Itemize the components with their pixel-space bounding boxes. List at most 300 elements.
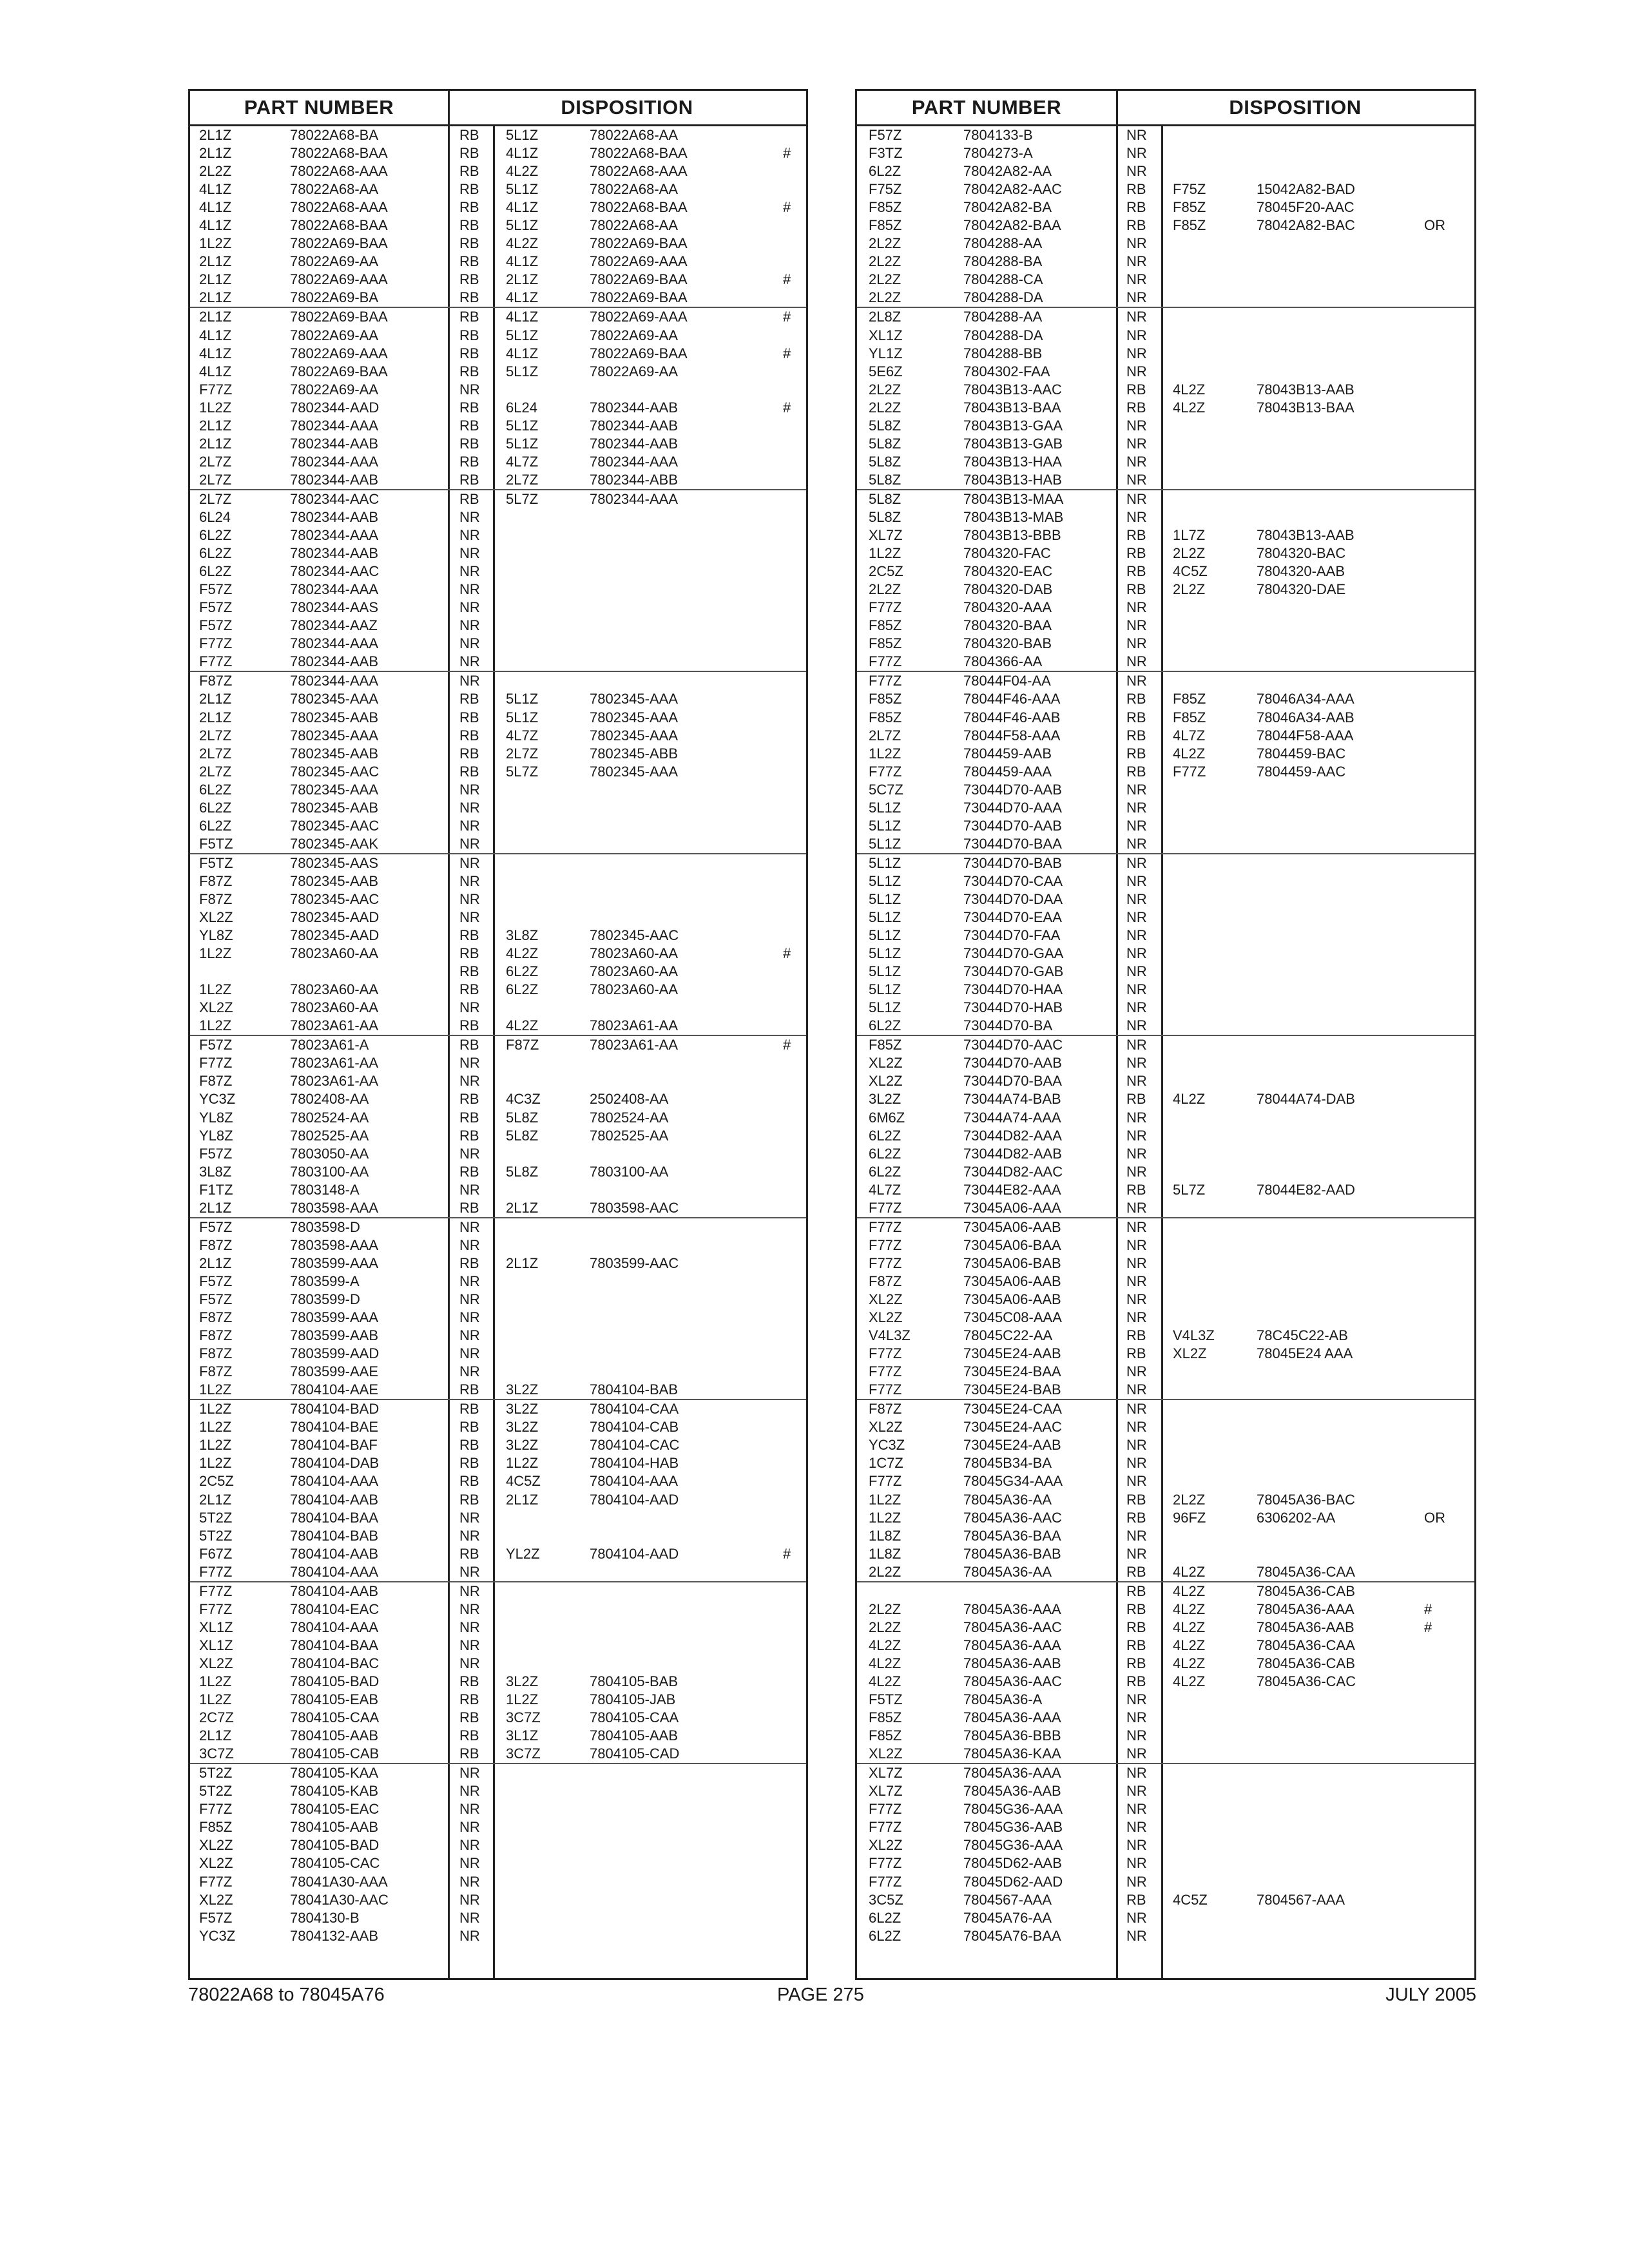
table-row — [190, 1836, 806, 1854]
model-code: 1L2Z — [199, 399, 232, 416]
model-code: F77Z — [869, 1254, 902, 1271]
model-code: 1C7Z — [869, 1455, 903, 1472]
replacement-part: 78042A82-BAC — [1257, 217, 1355, 234]
table-row — [857, 709, 1474, 727]
disposition-code: NR — [459, 1509, 480, 1526]
replacement-model: 5L1Z — [506, 709, 539, 726]
part-number: 7804288-BB — [963, 345, 1043, 361]
footer-date: JULY 2005 — [1385, 1984, 1476, 2005]
part-number: 78043B13-BAA — [963, 399, 1061, 416]
disposition-code: NR — [459, 599, 480, 616]
table-header — [857, 91, 1474, 126]
replacement-model: 5L1Z — [506, 217, 539, 234]
table-row — [857, 363, 1474, 381]
disposition-code: NR — [1126, 1381, 1147, 1398]
part-number: 78045A36-KAA — [963, 1745, 1061, 1762]
model-code: F3TZ — [869, 145, 903, 162]
table-row — [857, 1509, 1474, 1527]
model-code: 5L1Z — [869, 999, 901, 1016]
model-code: 2C5Z — [869, 563, 903, 580]
table-row — [857, 235, 1474, 253]
table-row — [190, 1709, 806, 1727]
disposition-code: NR — [459, 1873, 480, 1890]
replacement-part: 78023A60-AA — [590, 981, 678, 998]
model-code: F77Z — [199, 1600, 233, 1617]
replacement-model: 5L1Z — [506, 435, 539, 452]
model-code: 2L1Z — [199, 271, 232, 288]
table-row — [190, 1109, 806, 1127]
disposition-code: NR — [459, 781, 480, 798]
part-number: 7804105-KAA — [290, 1765, 378, 1782]
part-number: 7803599-AAE — [290, 1363, 378, 1380]
table-row — [190, 308, 806, 326]
replacement-part: 78022A68-AA — [590, 127, 678, 143]
disposition-code: RB — [459, 309, 479, 325]
disposition-code: RB — [1126, 563, 1146, 580]
table-row — [190, 1381, 806, 1399]
model-code: 5L8Z — [869, 417, 901, 434]
replacement-part: 78022A69-AA — [590, 327, 678, 343]
model-code: F85Z — [869, 1709, 902, 1726]
replacement-model: 6L2Z — [506, 963, 539, 980]
model-code: F77Z — [869, 1199, 902, 1216]
part-number: 78045G34-AAA — [963, 1473, 1063, 1490]
table-row — [190, 1527, 806, 1545]
disposition-code: NR — [1126, 235, 1147, 252]
model-code: 2L2Z — [869, 253, 901, 270]
table-row — [190, 1619, 806, 1637]
disposition-code: NR — [459, 1619, 480, 1635]
disposition-code: RB — [459, 271, 479, 288]
row-group — [857, 490, 1474, 672]
replacement-model: 5L1Z — [506, 181, 539, 198]
part-number: 73044D70-AAC — [963, 1037, 1063, 1053]
table-row — [190, 144, 806, 162]
part-number: 7802344-AAA — [290, 635, 378, 652]
part-number: 7804105-EAB — [290, 1691, 378, 1708]
replacement-model: 4L2Z — [1173, 1619, 1206, 1635]
model-code: 6L2Z — [869, 1163, 901, 1180]
part-number: 7803599-AAA — [290, 1309, 378, 1326]
disposition-code: NR — [459, 1600, 480, 1617]
replacement-model: F87Z — [506, 1037, 539, 1053]
disposition-code: NR — [1126, 508, 1147, 525]
replacement-part: 78022A69-BAA — [590, 271, 688, 288]
replacement-model: 3L1Z — [506, 1727, 539, 1744]
table-row — [857, 1327, 1474, 1345]
part-number: 78043B13-AAC — [963, 381, 1062, 398]
replacement-part: 7802344-AAB — [590, 399, 678, 416]
model-code: 5L1Z — [869, 945, 901, 962]
model-code: 2L1Z — [199, 1199, 232, 1216]
model-code: 2L2Z — [199, 163, 232, 180]
disposition-code: NR — [1126, 1236, 1147, 1253]
replacement-part: 7804104-CAA — [590, 1401, 679, 1418]
part-number: 73045A06-BAB — [963, 1254, 1061, 1271]
part-number: 73044D70-GAA — [963, 945, 1064, 962]
replacement-model: 4L1Z — [506, 289, 539, 306]
table-row — [857, 1655, 1474, 1673]
replacement-model: XL2Z — [1173, 1345, 1207, 1362]
disposition-code: NR — [459, 1218, 480, 1235]
table-row — [190, 999, 806, 1017]
table-row — [857, 1218, 1474, 1236]
disposition-code: NR — [1126, 999, 1147, 1016]
part-number: 73045A06-AAB — [963, 1218, 1061, 1235]
disposition-code: NR — [1126, 127, 1147, 143]
disposition-code: RB — [1126, 1563, 1146, 1580]
part-number: 7804104-BAF — [290, 1437, 378, 1454]
part-number: 78022A69-AAA — [290, 271, 388, 288]
table-row — [857, 581, 1474, 599]
disposition-code: RB — [459, 217, 479, 234]
disposition-code: RB — [1126, 1582, 1146, 1599]
model-code: YL8Z — [199, 1127, 233, 1144]
table-row — [190, 709, 806, 727]
model-code: 4L1Z — [199, 199, 232, 216]
table-row — [857, 745, 1474, 763]
table-row — [190, 1436, 806, 1454]
part-number: 7802344-AAC — [290, 563, 380, 580]
disposition-code: RB — [1126, 1345, 1146, 1362]
disposition-code: NR — [1126, 1765, 1147, 1782]
replacement-part: 78043B13-AAB — [1257, 527, 1354, 544]
model-code: 6L2Z — [869, 163, 901, 180]
part-number: 73044D70-AAB — [963, 1055, 1062, 1072]
model-code: XL7Z — [869, 1765, 903, 1782]
part-number: 78041A30-AAC — [290, 1891, 389, 1908]
table-row — [857, 490, 1474, 508]
part-number: 7804459-AAA — [963, 763, 1052, 780]
disposition-code: NR — [1126, 417, 1147, 434]
disposition-code: RB — [459, 1745, 479, 1762]
model-code: 2L2Z — [869, 1600, 901, 1617]
part-number: 7802345-AAC — [290, 890, 380, 907]
part-number: 7802345-AAA — [290, 691, 378, 707]
table-row — [857, 381, 1474, 399]
table-row — [857, 1254, 1474, 1273]
table-body — [190, 126, 806, 1945]
part-number: 7802345-AAA — [290, 781, 378, 798]
disposition-code: RB — [1126, 691, 1146, 707]
model-code: 1L2Z — [869, 1491, 901, 1508]
replacement-model: F85Z — [1173, 199, 1206, 216]
model-code: 5T2Z — [199, 1765, 233, 1782]
table-row — [190, 599, 806, 617]
replacement-part: 7802345-AAA — [590, 763, 678, 780]
table-row — [857, 599, 1474, 617]
disposition-code: RB — [1126, 709, 1146, 726]
row-group — [857, 1036, 1474, 1218]
model-code: 2L7Z — [199, 471, 232, 488]
note-mark: # — [783, 1545, 791, 1562]
table-row — [190, 1691, 806, 1709]
table-header — [190, 91, 806, 126]
replacement-part: 78045E24 AAA — [1257, 1345, 1353, 1362]
part-number-header: PART NUMBER — [911, 96, 1062, 119]
table-row — [190, 1727, 806, 1745]
table-row — [857, 289, 1474, 307]
model-code: F85Z — [869, 217, 902, 234]
disposition-code: NR — [1126, 673, 1147, 689]
table-row — [857, 1909, 1474, 1927]
disposition-code: NR — [1126, 1473, 1147, 1490]
row-group — [857, 854, 1474, 1036]
part-number: 7804288-CA — [963, 271, 1043, 288]
table-row — [190, 727, 806, 745]
part-number: 7804104-EAC — [290, 1600, 380, 1617]
disposition-code: RB — [459, 1437, 479, 1454]
disposition-code: NR — [1126, 1727, 1147, 1744]
part-number: 7804104-AAE — [290, 1381, 378, 1398]
model-code: 2L1Z — [199, 709, 232, 726]
row-group — [190, 1582, 806, 1764]
disposition-code: NR — [1126, 872, 1147, 889]
row-group — [857, 1218, 1474, 1400]
replacement-model: 3L8Z — [506, 927, 539, 944]
model-code: YL8Z — [199, 1109, 233, 1126]
model-code: 3L2Z — [869, 1091, 901, 1108]
model-code: 1L2Z — [199, 1381, 232, 1398]
table-row — [190, 1418, 806, 1436]
model-code: 5L8Z — [869, 453, 901, 470]
disposition-code: RB — [459, 1381, 479, 1398]
part-number: 78022A69-BAA — [290, 309, 388, 325]
part-number: 73044D70-EAA — [963, 909, 1062, 926]
model-code: XL7Z — [869, 1783, 903, 1800]
disposition-code: NR — [459, 1891, 480, 1908]
table-row — [857, 1873, 1474, 1891]
disposition-code: NR — [1126, 635, 1147, 652]
disposition-code: NR — [459, 508, 480, 525]
replacement-part: 78022A69-AA — [590, 363, 678, 380]
part-number: 73045E24-CAA — [963, 1401, 1062, 1418]
replacement-part: 78045A36-CAB — [1257, 1582, 1355, 1599]
disposition-code: RB — [459, 1017, 479, 1034]
disposition-code: RB — [459, 345, 479, 361]
part-number: 7803598-D — [290, 1218, 360, 1235]
model-code: 1L2Z — [199, 1673, 232, 1689]
model-code: F77Z — [199, 1055, 233, 1072]
disposition-code: NR — [1126, 963, 1147, 980]
table-row — [857, 1800, 1474, 1818]
table-row — [857, 1854, 1474, 1872]
model-code: F57Z — [199, 1218, 233, 1235]
part-number: 78022A69-BA — [290, 289, 378, 306]
table-row — [857, 781, 1474, 799]
part-number: 73044D70-AAB — [963, 781, 1062, 798]
disposition-code: RB — [459, 763, 479, 780]
disposition-code: RB — [1126, 1891, 1146, 1908]
replacement-part: 7804104-HAB — [590, 1455, 679, 1472]
row-group — [857, 672, 1474, 854]
table-row — [190, 817, 806, 835]
disposition-code: RB — [1126, 1181, 1146, 1198]
model-code: 5T2Z — [199, 1783, 233, 1800]
part-number: 7804567-AAA — [963, 1891, 1052, 1908]
table-row — [190, 508, 806, 526]
replacement-part: 7804320-AAB — [1257, 563, 1345, 580]
table-row — [190, 526, 806, 544]
disposition-code: RB — [1126, 1673, 1146, 1689]
disposition-code: NR — [1126, 1801, 1147, 1818]
part-number: 7802408-AA — [290, 1091, 369, 1108]
model-code: F87Z — [199, 890, 233, 907]
replacement-model: 5L8Z — [506, 1163, 539, 1180]
replacement-part: 7802345-ABB — [590, 745, 678, 762]
model-code: 2L1Z — [199, 691, 232, 707]
disposition-code: RB — [1126, 1509, 1146, 1526]
table-row — [190, 908, 806, 927]
disposition-code: RB — [1126, 745, 1146, 762]
replacement-model: 4C5Z — [1173, 1891, 1208, 1908]
disposition-code: RB — [459, 1545, 479, 1562]
disposition-code: RB — [459, 327, 479, 343]
replacement-model: 4L2Z — [1173, 1673, 1206, 1689]
table-row — [190, 1818, 806, 1836]
disposition-code: RB — [459, 181, 479, 198]
model-code: 2L2Z — [869, 271, 901, 288]
model-code: 4L1Z — [199, 327, 232, 343]
model-code: F85Z — [869, 199, 902, 216]
disposition-code: NR — [459, 1181, 480, 1198]
model-code: 5L1Z — [869, 909, 901, 926]
model-code: 2L1Z — [199, 127, 232, 143]
part-number: 78043B13-HAA — [963, 453, 1062, 470]
table-row — [857, 763, 1474, 781]
table-row — [857, 417, 1474, 435]
part-number: 78022A69-BAA — [290, 235, 388, 252]
table-row — [857, 562, 1474, 581]
replacement-model: 1L2Z — [506, 1455, 539, 1472]
model-code: 2L7Z — [199, 727, 232, 744]
disposition-code: NR — [459, 1655, 480, 1671]
disposition-code: RB — [459, 1691, 479, 1708]
table-row — [857, 1727, 1474, 1745]
disposition-code: RB — [1126, 1600, 1146, 1617]
replacement-part: 7804459-AAC — [1257, 763, 1346, 780]
replacement-part: 78045A36-CAB — [1257, 1655, 1355, 1671]
part-number: 7804105-BAD — [290, 1837, 380, 1854]
model-code: F77Z — [199, 1582, 233, 1599]
disposition-code: NR — [459, 1909, 480, 1926]
table-row — [857, 927, 1474, 945]
part-number: 7804366-AA — [963, 653, 1043, 670]
model-code: XL1Z — [199, 1637, 233, 1653]
part-number: 7802345-AAD — [290, 909, 380, 926]
note-mark: # — [783, 271, 791, 288]
model-code: F75Z — [869, 181, 902, 198]
table-row — [190, 235, 806, 253]
model-code: XL2Z — [199, 1655, 233, 1671]
disposition-code: NR — [1126, 145, 1147, 162]
table-row — [857, 544, 1474, 562]
disposition-code: NR — [1126, 945, 1147, 962]
part-number: 78022A69-AA — [290, 327, 378, 343]
note-mark: # — [1424, 1619, 1432, 1635]
table-row — [857, 1072, 1474, 1090]
left-parts-table — [188, 89, 808, 1980]
disposition-code: NR — [1126, 1783, 1147, 1800]
table-row — [857, 1345, 1474, 1363]
part-number: 7804130-B — [290, 1909, 360, 1926]
model-code: 6L2Z — [199, 545, 232, 562]
disposition-code: NR — [1126, 1109, 1147, 1126]
replacement-part: 78023A61-AA — [590, 1017, 678, 1034]
table-row — [857, 180, 1474, 198]
model-code: V4L3Z — [869, 1327, 911, 1344]
disposition-code: NR — [1126, 289, 1147, 306]
replacement-model: 4L2Z — [1173, 1655, 1206, 1671]
model-code: 1L2Z — [199, 1455, 232, 1472]
model-code: F77Z — [869, 1473, 902, 1490]
part-number: 7803599-A — [290, 1273, 360, 1289]
model-code: 4L2Z — [869, 1655, 901, 1671]
disposition-code: NR — [1126, 1291, 1147, 1307]
model-code: 1L8Z — [869, 1527, 901, 1544]
part-number: 78022A68-BAA — [290, 145, 388, 162]
model-code: 6L2Z — [869, 1017, 901, 1034]
replacement-model: 4L2Z — [506, 235, 539, 252]
replacement-model: 4L7Z — [506, 727, 539, 744]
disposition-code: RB — [1126, 581, 1146, 598]
table-row — [190, 1637, 806, 1655]
table-row — [190, 635, 806, 653]
disposition-code: NR — [459, 1055, 480, 1072]
model-code: 5T2Z — [199, 1509, 233, 1526]
note-mark: # — [783, 945, 791, 962]
part-number: 73045A06-AAB — [963, 1273, 1061, 1289]
part-number: 78042A82-AA — [963, 163, 1052, 180]
table-row — [190, 617, 806, 635]
model-code: 5E6Z — [869, 363, 903, 380]
part-number: 7803598-AAA — [290, 1199, 378, 1216]
table-row — [190, 1181, 806, 1199]
replacement-part: 78022A68-AAA — [590, 163, 688, 180]
table-row — [857, 1127, 1474, 1145]
table-row — [190, 1745, 806, 1763]
part-number: 78042A82-AAC — [963, 181, 1062, 198]
model-code: F77Z — [869, 599, 902, 616]
part-number: 73045A06-BAA — [963, 1236, 1061, 1253]
model-code: F57Z — [199, 581, 233, 598]
model-code: 2C7Z — [199, 1709, 234, 1726]
model-code: 2L1Z — [199, 435, 232, 452]
replacement-part: 7804105-CAD — [590, 1745, 680, 1762]
table-row — [190, 1509, 806, 1527]
disposition-code: NR — [1126, 781, 1147, 798]
part-number: 7804132-AAB — [290, 1927, 378, 1944]
part-number: 7802344-AAA — [290, 417, 378, 434]
disposition-code: RB — [459, 1163, 479, 1180]
disposition-code: NR — [459, 1291, 480, 1307]
note-mark: OR — [1424, 217, 1445, 234]
table-row — [857, 1363, 1474, 1381]
model-code: F85Z — [869, 1037, 902, 1053]
table-row — [190, 945, 806, 963]
part-number: 78043B13-MAB — [963, 508, 1064, 525]
replacement-model: 4L2Z — [1173, 1091, 1206, 1108]
model-code: F85Z — [199, 1819, 233, 1836]
replacement-part: 7803100-AA — [590, 1163, 669, 1180]
model-code: XL2Z — [199, 999, 233, 1016]
model-code: F85Z — [869, 709, 902, 726]
disposition-code: NR — [1126, 435, 1147, 452]
part-number: 73044D70-HAB — [963, 999, 1063, 1016]
model-code: F77Z — [199, 653, 233, 670]
table-row — [190, 1927, 806, 1945]
table-row — [190, 363, 806, 381]
